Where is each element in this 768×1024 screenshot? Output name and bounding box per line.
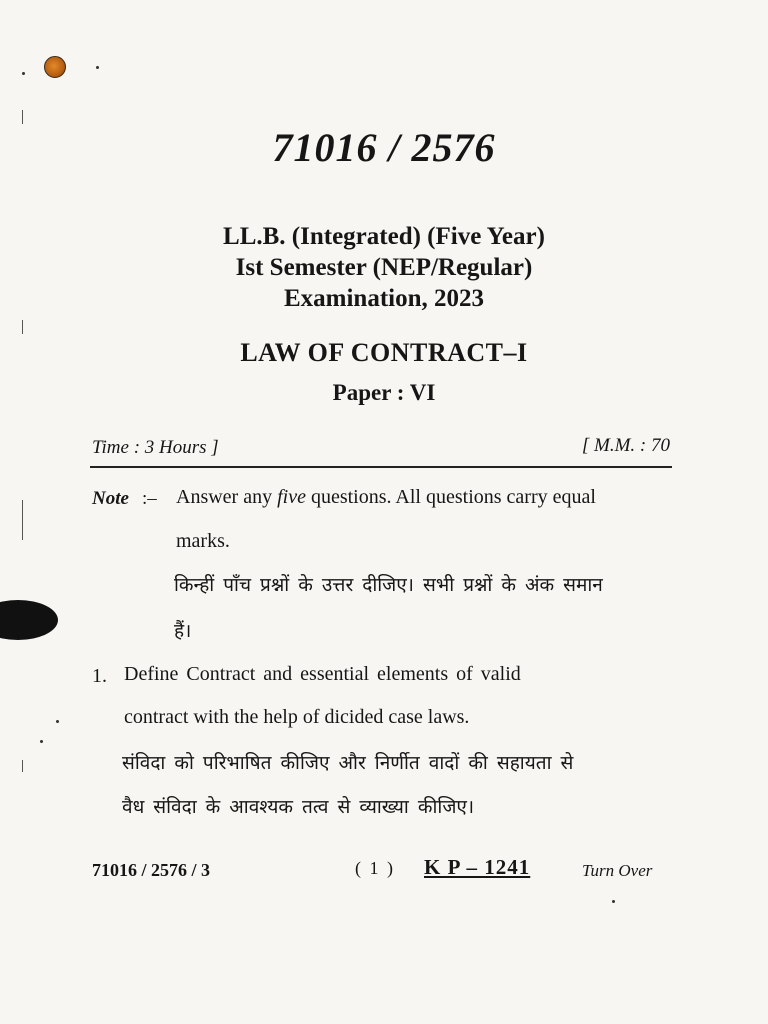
question-number: 1. [92,665,107,687]
speck [22,72,25,75]
speck [96,66,99,69]
note-english-line1 [176,486,596,509]
speck [56,720,59,723]
footer-code: 71016 / 2576 / 3 [92,860,211,880]
margin-mark [22,500,23,540]
note-hindi-line2: हैं। [174,620,192,642]
speck [612,900,615,903]
note-emphasis: five [277,486,306,508]
note-hindi-line1: किन्हीं पाँच प्रश्नों के उत्तर दीजिए। सभी प्रश्नों के अंक समान [174,574,603,596]
speck [40,740,43,743]
note-dash: :– [142,488,157,509]
paper-code: 71016 / 2576 [272,125,496,170]
stamp-seal [44,56,66,78]
max-marks: [ M.M. : 70 [581,435,670,456]
margin-mark [22,760,23,772]
punch-hole [0,600,58,640]
note-english-line2: marks. [176,530,230,552]
header-divider [90,466,672,468]
note-label: Note [92,488,129,509]
note-text-post: questions. All questions carry equal [305,486,596,508]
turn-over: Turn Over [582,861,653,880]
course-title: LL.B. (Integrated) (Five Year) [223,223,545,250]
time-allowed: Time : 3 Hours ] [92,437,219,458]
question-hindi-line2: वैध संविदा के आवश्यक तत्व से व्याख्या कीजिए। [122,796,475,818]
paper-number: Paper : VI [332,380,436,405]
semester-line: Ist Semester (NEP/Regular) [235,254,533,281]
note-text-pre: Answer any [176,486,278,508]
question-english-line1: Define Contract and essential elements of valid [124,663,521,685]
margin-mark [22,320,23,334]
margin-mark [22,110,23,124]
page-number: ( 1 ) [355,858,395,878]
subject-title: LAW OF CONTRACT–I [240,338,528,367]
question-hindi-line1: संविदा को परिभाषित कीजिए और निर्णीत वादों की सहायता से [122,752,574,774]
examination-line: Examination, 2023 [283,285,485,312]
kp-code: K P – 1241 [424,855,531,879]
question-english-line2: contract with the help of dicided case laws. [124,706,470,728]
